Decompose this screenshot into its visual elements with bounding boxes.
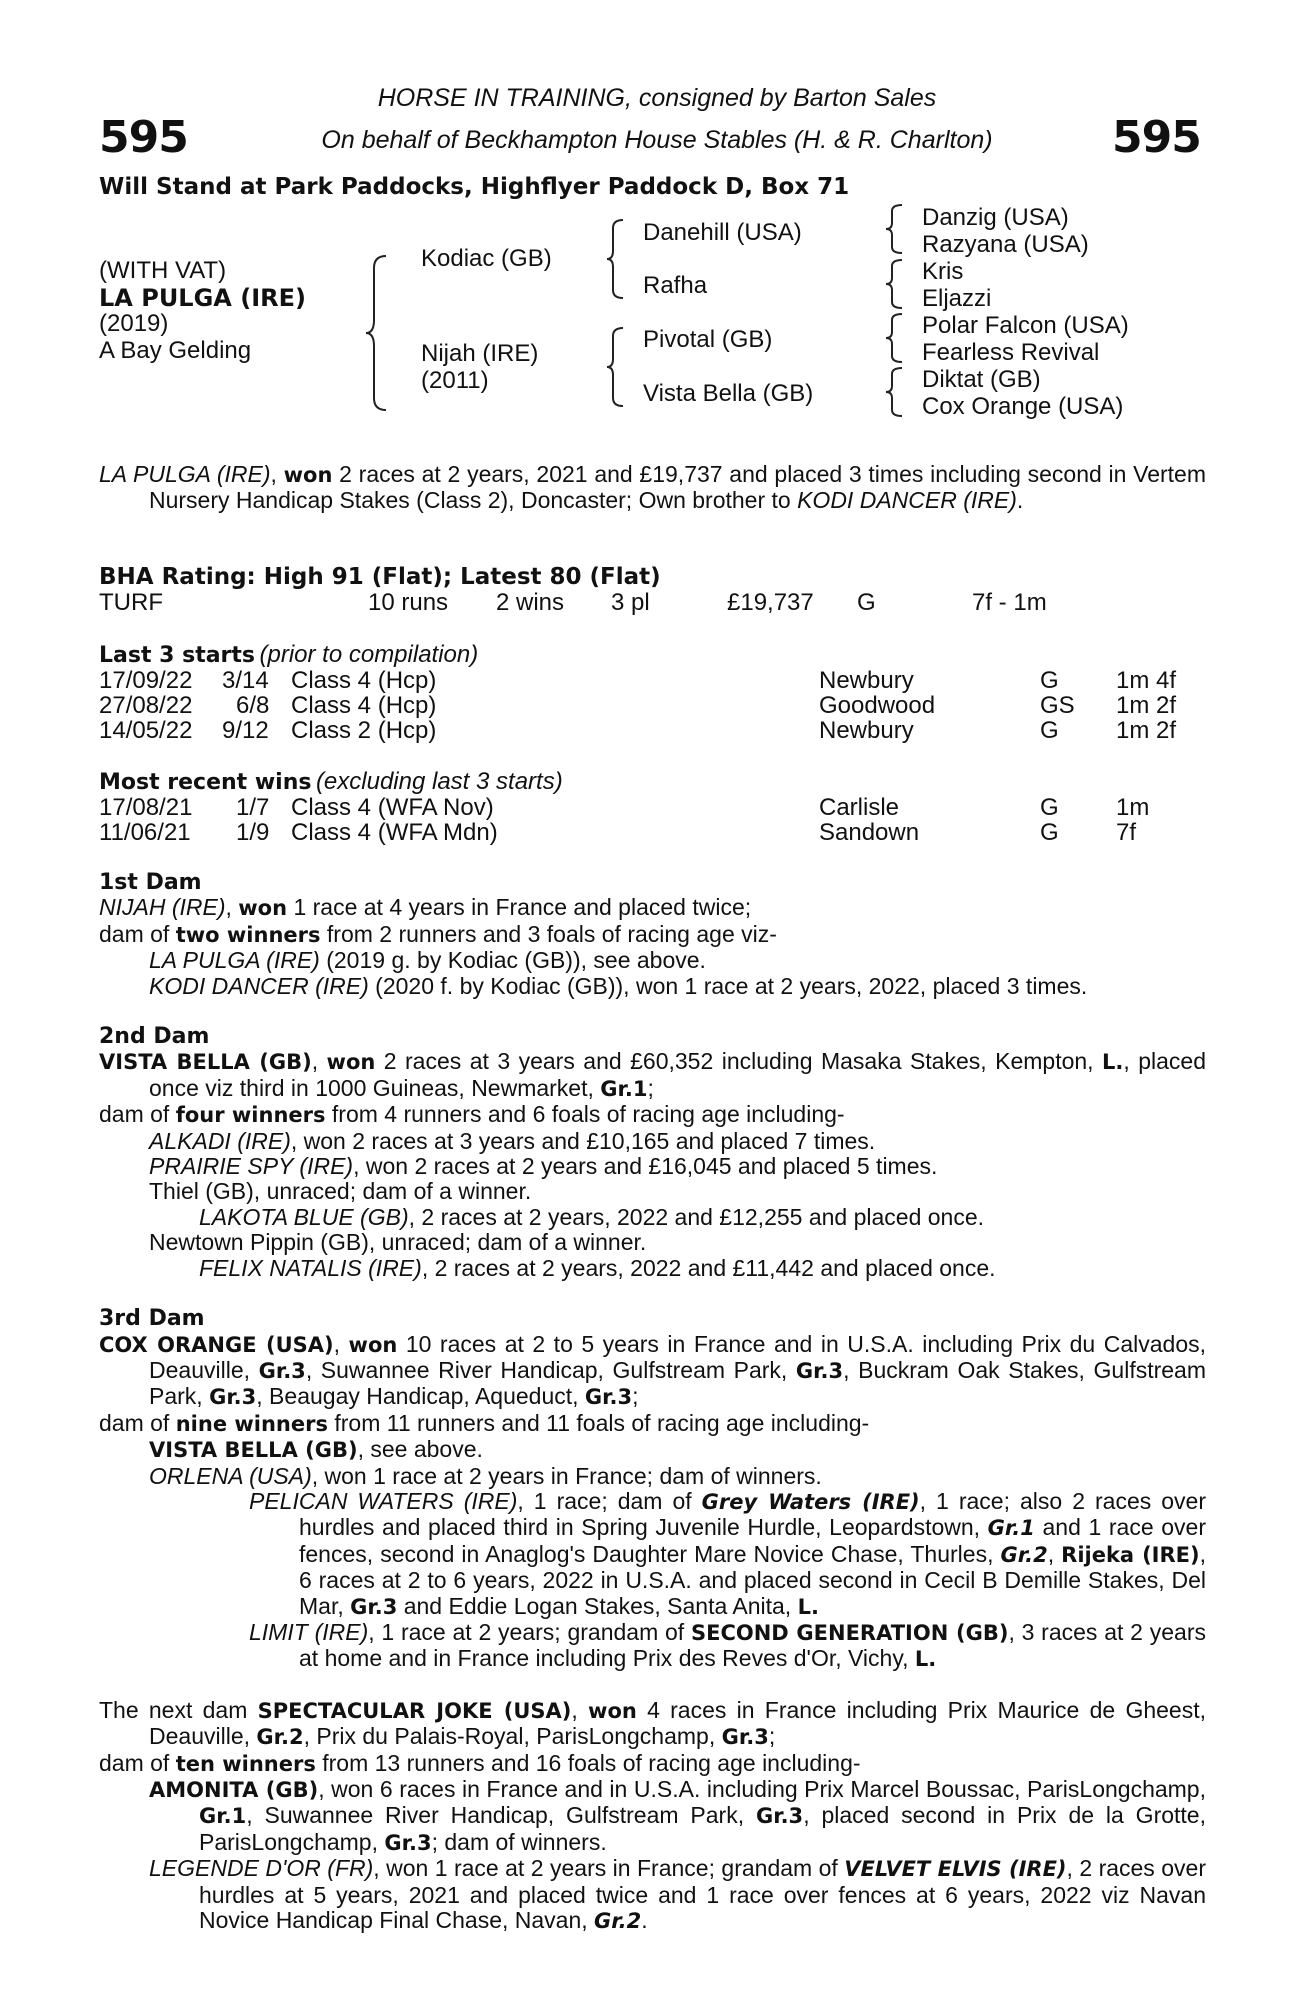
win-row-2-dist: 7f (1116, 819, 1137, 846)
dam3-gr3a: Gr.3 (258, 1358, 306, 1383)
nextdam-damof: dam of (99, 1749, 176, 1776)
win-row-1-class: Class 4 (WFA Nov) (291, 794, 494, 821)
summary-brother: KODI DANCER (IRE) (797, 487, 1017, 514)
dam3-pelican (99, 1489, 1206, 1620)
dam3-pelican-t4: , (1047, 1540, 1062, 1567)
nextdam-velvet-elvis: VELVET ELVIS (IRE) (844, 1857, 1067, 1882)
pedigree-dss: Polar Falcon (USA) (922, 312, 1129, 339)
recent-wins-title: Most recent wins (99, 770, 312, 795)
win-row-2-course: Sandown (819, 819, 920, 846)
pedigree-brace-main (364, 254, 394, 412)
nextdam-winners: ten winners (175, 1751, 316, 1776)
pedigree-brace-ss (884, 203, 906, 255)
nextdam-legende (99, 1856, 1206, 1934)
dam2-newtown: Newtown Pippin (GB), unraced; dam of a winner. (149, 1229, 647, 1256)
dam2-alkadi-text: , won 2 races at 3 years and £10,165 and placed 7 times. (290, 1127, 876, 1154)
dam2-name: VISTA BELLA (GB) (99, 1050, 312, 1075)
pedigree-dam: Nijah (IRE) (421, 340, 539, 367)
dam3-record (99, 1332, 1206, 1411)
start-row-1-class: Class 4 (Hcp) (291, 667, 437, 694)
dam1-offspring-2-text: (2020 f. by Kodiac (GB)), won 1 race at 2 years, 2022, placed 3 times. (368, 972, 1088, 999)
dam3-pelican-t3: and 1 race over fences, second in Anaglog's Daughter Mare Novice Chase, Thurles, (299, 1514, 1206, 1567)
dam3-pelican-t2: , 1 race; also 2 races over hurdles and placed third in Spring Juvenile Hurdle, Leopardstown, (299, 1487, 1206, 1541)
nextdam-legende-name: LEGENDE D'OR (FR) (149, 1855, 374, 1882)
rating-earnings: £19,737 (727, 589, 814, 616)
vat-label: (WITH VAT) (99, 257, 227, 284)
dam3-gr3d: Gr.3 (584, 1385, 633, 1410)
dam2-prairie-text: , won 2 races at 2 years and £16,045 and placed 5 times. (353, 1153, 938, 1180)
summary-section (99, 462, 1206, 514)
win-row-1-date: 17/08/21 (99, 794, 193, 821)
dam2-winners: four winners (175, 1103, 326, 1128)
dam1-comma: , (225, 894, 239, 921)
dam3-limit-t2: , 3 races at 2 years at home and in France including Prix des Reves d'Or, Vichy, (299, 1618, 1206, 1672)
dam2-prairie (99, 1154, 1206, 1179)
nextdam-amonita-name: AMONITA (GB) (149, 1778, 319, 1802)
pedigree-dam-dam: Vista Bella (GB) (643, 380, 814, 407)
rating-places: 3 pl (611, 589, 650, 616)
pedigree-sds: Kris (922, 258, 964, 285)
summary-horse-name: LA PULGA (IRE) (99, 461, 271, 487)
dam3-pelican-t5: , 6 races at 2 to 6 years, 2022 in U.S.A. and placed second in Cecil B Demille Stakes, Del Mar, (299, 1540, 1206, 1619)
pedigree-dam-year: (2011) (421, 367, 489, 394)
nextdam-amonita-gr3b: Gr.3 (384, 1830, 432, 1855)
win-row-1-pos: 1/7 (236, 794, 270, 821)
pedigree-sire-sire: Danehill (USA) (643, 219, 802, 246)
dam2-felix-text: , 2 races at 2 years, 2022 and £11,442 and placed once. (421, 1254, 996, 1281)
lot-number-right: 595 (1112, 112, 1201, 163)
dam3-t4: , Beaugay Handicap, Aqueduct, (256, 1383, 585, 1410)
nextdam-produce-text: from 13 runners and 16 foals of racing age including- (315, 1749, 861, 1776)
dam1-winners: two winners (175, 922, 321, 947)
dam3-grey-waters: Grey Waters (IRE) (701, 1489, 920, 1514)
dam2-t2: , placed once viz third in 1000 Guineas, Newmarket, (149, 1048, 1206, 1101)
start-row-1-dist: 1m 4f (1116, 667, 1177, 694)
dam3-heading: 3rd Dam (99, 1306, 205, 1332)
dam2-heading: 2nd Dam (99, 1024, 210, 1050)
win-row-2-going: G (1040, 819, 1059, 846)
rating-runs: 10 runs (368, 589, 449, 616)
pedigree-sdd: Eljazzi (922, 285, 992, 312)
nextdam-legende-t2: , 2 races over hurdles at 5 years, 2021 and placed twice and 1 race over fences at 6 years, 2022 viz Navan Novice Handicap Final Chase, Navan, (199, 1855, 1206, 1934)
dam3-rijeka: Rijeka (IRE) (1061, 1542, 1200, 1567)
dam1-offspring-2 (99, 974, 1206, 999)
pedigree-brace-dd (884, 366, 906, 418)
nextdam-gr2: Gr.2 (256, 1725, 304, 1750)
win-row-2-pos: 1/9 (236, 819, 270, 846)
pedigree-dam-sire: Pivotal (GB) (643, 326, 773, 353)
start-row-2-course: Goodwood (819, 692, 936, 719)
summary-end: . (1016, 487, 1024, 514)
summary-comma: , (270, 461, 284, 487)
spacer (99, 1673, 1206, 1698)
dam2-produce-line (99, 1102, 1206, 1128)
dam3-pelican-name: PELICAN WATERS (IRE) (249, 1487, 518, 1514)
nextdam-won: won (588, 1698, 637, 1723)
consignor-line: HORSE IN TRAINING, consigned by Barton Sales (377, 84, 937, 112)
nextdam-sep: , (571, 1696, 589, 1723)
recent-wins-note: (excluding last 3 starts) (315, 768, 563, 795)
dam3-name: COX ORANGE (USA) (99, 1332, 334, 1357)
dam3-limit (99, 1620, 1206, 1673)
dam3-t5: ; (632, 1383, 639, 1410)
win-row-2-class: Class 4 (WFA Mdn) (291, 819, 498, 846)
dam2-gr1: Gr.1 (600, 1076, 648, 1101)
nextdam-legende-t1: , won 1 race at 2 years in France; grandam of (373, 1855, 845, 1882)
nextdam-amonita-t3: , placed second in Prix de la Grotte, ParisLongchamp, (199, 1802, 1206, 1855)
last-starts-title: Last 3 starts (99, 643, 256, 668)
summary-text: 2 races at 2 years, 2021 and £19,737 and placed 3 times including second in Vertem Nursery Handicap Stakes (Class 2), Doncaster; Own brother to (149, 461, 1207, 514)
dam-sections (99, 870, 1206, 1934)
pedigree-ddd: Cox Orange (USA) (922, 393, 1124, 420)
dam2-lakota-text: , 2 races at 2 years, 2022 and £12,255 and placed once. (408, 1203, 985, 1230)
start-row-3-course: Newbury (819, 717, 914, 744)
horse-description: A Bay Gelding (99, 337, 252, 364)
dam3-limit-listed: L. (914, 1647, 937, 1672)
spacer (99, 1281, 1206, 1306)
dam3-gr3c: Gr.3 (209, 1385, 257, 1410)
dam3-pelican-t6: and Eddie Logan Stakes, Santa Anita, (397, 1592, 798, 1619)
dam3-t2: , Suwannee River Handicap, Gulfstream Park, (305, 1356, 796, 1383)
dam1-offspring-1 (99, 948, 1206, 973)
recent-wins-heading (99, 769, 563, 795)
dam2-felix-name: FELIX NATALIS (IRE) (199, 1254, 422, 1281)
dam3-pelican-t1: , 1 race; dam of (517, 1487, 702, 1514)
dam3-gr3b: Gr.3 (795, 1358, 844, 1383)
start-row-1-pos: 3/14 (222, 667, 269, 694)
start-row-1-course: Newbury (819, 667, 914, 694)
dam3-pelican-gr3: Gr.3 (350, 1594, 398, 1619)
pedigree-sss: Danzig (USA) (922, 204, 1069, 231)
dam3-damof: dam of (99, 1409, 176, 1436)
dam1-offspring-2-name: KODI DANCER (IRE) (149, 972, 369, 999)
dam1-line (99, 895, 1206, 921)
nextdam-t3: ; (768, 1723, 776, 1750)
nextdam-record (99, 1698, 1206, 1751)
dam3-pelican-gr1: Gr.1 (987, 1516, 1035, 1541)
nextdam-legende-t3: . (641, 1907, 648, 1934)
dam2-listed: L. (1102, 1050, 1124, 1075)
dam1-offspring-1-name: LA PULGA (IRE) (149, 947, 320, 974)
pedigree-sire: Kodiac (GB) (421, 245, 552, 272)
dam3-t1: 10 races at 2 to 5 years in France and in U.S.A. including Prix du Calvados, Deauville, (149, 1330, 1207, 1383)
nextdam-amonita-t2: , Suwannee River Handicap, Gulfstream Park, (246, 1802, 756, 1829)
dam2-comma: , (311, 1048, 327, 1075)
pedigree-ssd: Razyana (USA) (922, 231, 1089, 258)
dam3-t3: , Buckram Oak Stakes, Gulfstream Park, (149, 1356, 1207, 1410)
dam3-produce-line (99, 1411, 1206, 1437)
dam3-comma: , (333, 1330, 349, 1357)
horse-name: LA PULGA (IRE) (99, 284, 306, 312)
dam3-limit-t1: , 1 race at 2 years; grandam of (368, 1618, 691, 1645)
dam1-heading: 1st Dam (99, 870, 202, 895)
pedigree-sire-dam: Rafha (643, 272, 708, 299)
dam3-vista (99, 1437, 1206, 1463)
rating-surface: TURF (99, 589, 163, 616)
dam2-lakota-name: LAKOTA BLUE (GB) (199, 1203, 409, 1230)
dam2-won: won (326, 1050, 376, 1075)
location-line: Will Stand at Park Paddocks, Highflyer Paddock D, Box 71 (99, 174, 850, 200)
dam3-limit-name: LIMIT (IRE) (249, 1618, 369, 1645)
nextdam-amonita-gr1: Gr.1 (199, 1804, 247, 1829)
start-row-2-going: GS (1040, 692, 1075, 719)
start-row-2-class: Class 4 (Hcp) (291, 692, 437, 719)
pedigree-brace-sd (884, 258, 906, 310)
pedigree-dsd: Fearless Revival (922, 339, 1100, 366)
dam3-second-generation: SECOND GENERATION (GB) (690, 1620, 1009, 1645)
dam2-t1: 2 races at 3 years and £60,352 including Masaka Stakes, Kempton, (375, 1048, 1103, 1075)
spacer (99, 999, 1206, 1024)
dam2-produce-text: from 4 runners and 6 foals of racing age including- (325, 1101, 845, 1128)
dam3-vista-text: , see above. (357, 1436, 483, 1463)
dam3-orlena-text: , won 1 race at 2 years in France; dam of winners. (311, 1462, 822, 1489)
pedigree-brace-dam (605, 326, 627, 408)
nextdam-amonita-t4: ; dam of winners. (431, 1828, 607, 1855)
dam3-pelican-listed: L. (797, 1594, 819, 1619)
start-row-1-going: G (1040, 667, 1059, 694)
nextdam-amonita-t1: , won 6 races in France and in U.S.A. including Prix Marcel Boussac, ParisLongchamp, (318, 1776, 1206, 1802)
start-row-1-date: 17/09/22 (99, 667, 193, 694)
win-row-1-dist: 1m (1116, 794, 1150, 821)
last-starts-heading (99, 642, 478, 668)
nextdam-t1: 4 races in France including Prix Maurice de Gheest, Deauville, (149, 1696, 1206, 1750)
dam3-winners: nine winners (175, 1411, 328, 1436)
dam2-alkadi-name: ALKADI (IRE) (149, 1127, 291, 1154)
start-row-3-date: 14/05/22 (99, 717, 193, 744)
dam3-produce-text: from 11 runners and 11 foals of racing age including- (327, 1409, 870, 1436)
dam1-produce-text: from 2 runners and 3 foals of racing age viz- (320, 920, 777, 947)
start-row-2-pos: 6/8 (236, 692, 270, 719)
dam2-felix (99, 1256, 1206, 1281)
dam1-text: 1 race at 4 years in France and placed twice; (287, 894, 752, 921)
start-row-3-pos: 9/12 (222, 717, 269, 744)
start-row-3-class: Class 2 (Hcp) (291, 717, 437, 744)
dam2-prairie-name: PRAIRIE SPY (IRE) (149, 1153, 354, 1180)
dam2-record (99, 1049, 1206, 1102)
nextdam-produce-line (99, 1751, 1206, 1777)
dam2-t3: ; (647, 1074, 654, 1101)
rating-distance: 7f - 1m (972, 589, 1047, 616)
dam3-orlena (99, 1464, 1206, 1489)
dam1-won: won (238, 896, 288, 921)
dam3-vista-name: VISTA BELLA (GB) (149, 1438, 358, 1463)
lot-number-left: 595 (99, 112, 188, 163)
dam1-name: NIJAH (IRE) (99, 894, 226, 921)
dam1-offspring-1-text: (2019 g. by Kodiac (GB)), see above. (319, 947, 706, 974)
win-row-1-going: G (1040, 794, 1059, 821)
rating-title: BHA Rating: High 91 (Flat); Latest 80 (Flat) (99, 564, 661, 590)
dam1-damof: dam of (99, 920, 176, 947)
nextdam-name: SPECTACULAR JOKE (USA) (257, 1698, 572, 1723)
dam3-orlena-name: ORLENA (USA) (149, 1462, 312, 1489)
summary-won: won (283, 463, 333, 487)
nextdam-amonita-gr3a: Gr.3 (755, 1804, 804, 1829)
win-row-2-date: 11/06/21 (99, 819, 191, 846)
dam2-lakota (99, 1205, 1206, 1230)
pedigree-brace-ds (884, 312, 906, 364)
dam3-pelican-gr2: Gr.2 (1000, 1542, 1048, 1567)
nextdam-intro: The next dam (99, 1696, 258, 1723)
start-row-2-dist: 1m 2f (1116, 692, 1177, 719)
nextdam-t2: , Prix du Palais-Royal, ParisLongchamp, (303, 1723, 722, 1750)
nextdam-gr3: Gr.3 (721, 1725, 769, 1750)
dam2-thiel: Thiel (GB), unraced; dam of a winner. (149, 1178, 532, 1205)
last-starts-note: (prior to compilation) (259, 641, 479, 668)
start-row-3-going: G (1040, 717, 1059, 744)
summary-paragraph (99, 462, 1206, 514)
dam2-alkadi (99, 1129, 1206, 1154)
pedigree-brace-sire (605, 218, 627, 300)
dam3-won: won (348, 1332, 398, 1357)
start-row-2-date: 27/08/22 (99, 692, 193, 719)
pedigree-dds: Diktat (GB) (922, 366, 1041, 393)
horse-year: (2019) (99, 310, 169, 337)
win-row-1-course: Carlisle (819, 794, 900, 821)
stable-line: On behalf of Beckhampton House Stables (H. & R. Charlton) (321, 126, 993, 154)
nextdam-legende-gr2: Gr.2 (594, 1909, 642, 1934)
rating-wins: 2 wins (496, 589, 565, 616)
dam2-damof: dam of (99, 1101, 176, 1128)
nextdam-amonita (99, 1777, 1206, 1856)
start-row-3-dist: 1m 2f (1116, 717, 1177, 744)
dam1-produce-line (99, 922, 1206, 948)
rating-going: G (857, 589, 876, 616)
